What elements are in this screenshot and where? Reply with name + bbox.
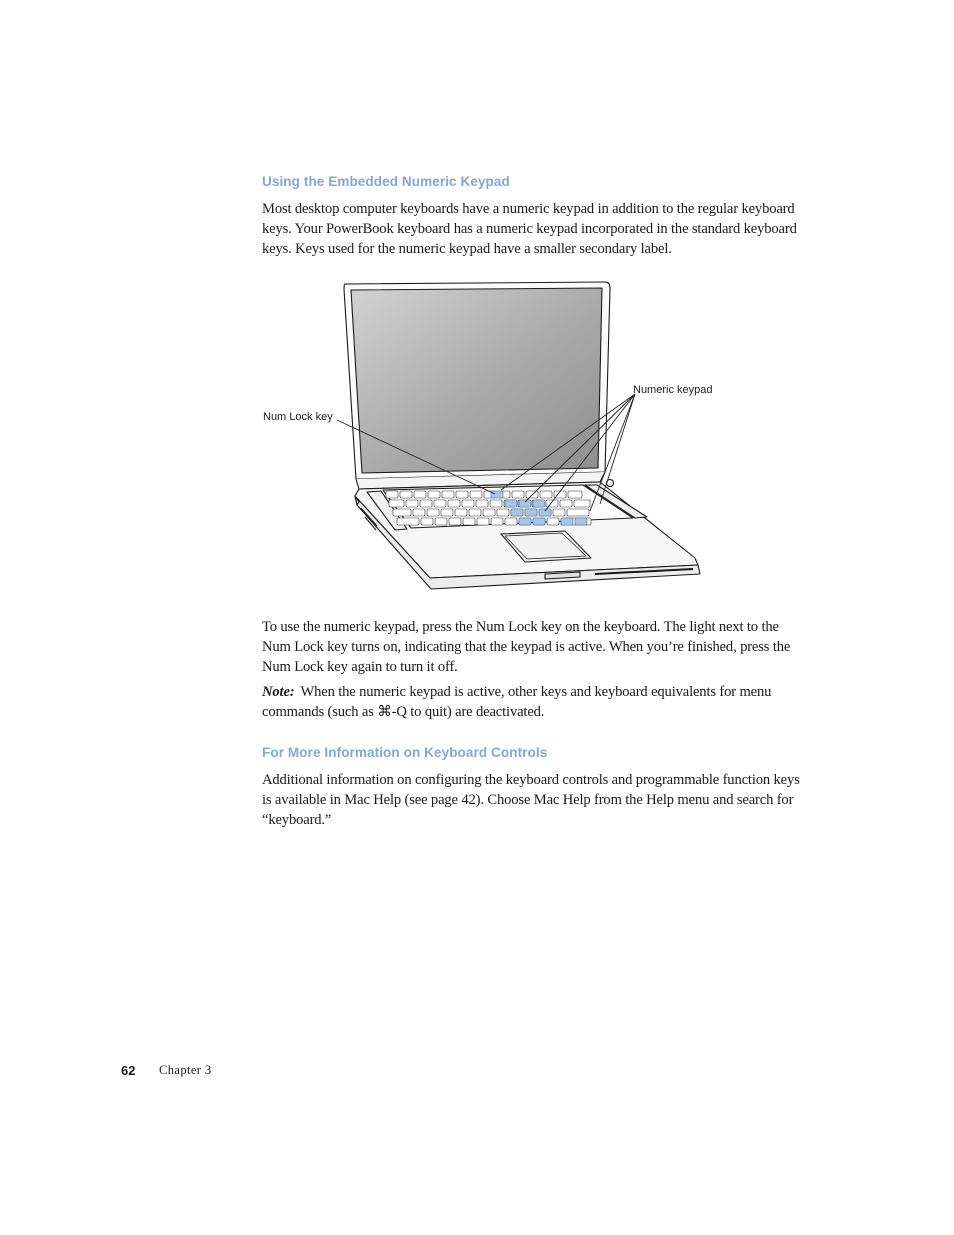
section-heading-numeric-keypad: Using the Embedded Numeric Keypad (262, 174, 510, 189)
note-label: Note: (262, 684, 295, 700)
screen (351, 288, 602, 473)
chapter-label: Chapter 3 (159, 1063, 212, 1077)
intro-paragraph: Most desktop computer keyboards have a numeric keypad in addition to the regular keyboard keys. Your PowerBook keyboard has a numeric keypad incorporated in the standard keyboard keys. Keys used for the numeric keypad have a smaller secondary label. (262, 201, 797, 257)
powerbook-illustration (255, 276, 725, 606)
note-text: When the numeric keypad is active, other keys and keyboard equivalents for menu commands (such as ⌘-Q to quit) are deactivated. (262, 684, 772, 720)
usage-paragraph: To use the numeric keypad, press the Num Lock key on the keyboard. The light next to the Num Lock key turns on, indicating that the keypad is active. When you’re finished, press the Num Lock key again to turn it off. (262, 619, 791, 675)
callout-numeric-keypad: Numeric keypad (633, 384, 713, 396)
page-number: 62 (121, 1063, 136, 1078)
callout-num-lock: Num Lock key (263, 411, 333, 423)
note-paragraph (262, 682, 807, 722)
num-lock-key (491, 491, 503, 498)
more-info-paragraph: Additional information on configuring the keyboard controls and programmable function keys is available in Mac Help (see page 42). Choose Mac Help from the Help menu and search for “keyboard.” (262, 772, 800, 828)
section-heading-keyboard-controls: For More Information on Keyboard Controls (262, 745, 548, 760)
